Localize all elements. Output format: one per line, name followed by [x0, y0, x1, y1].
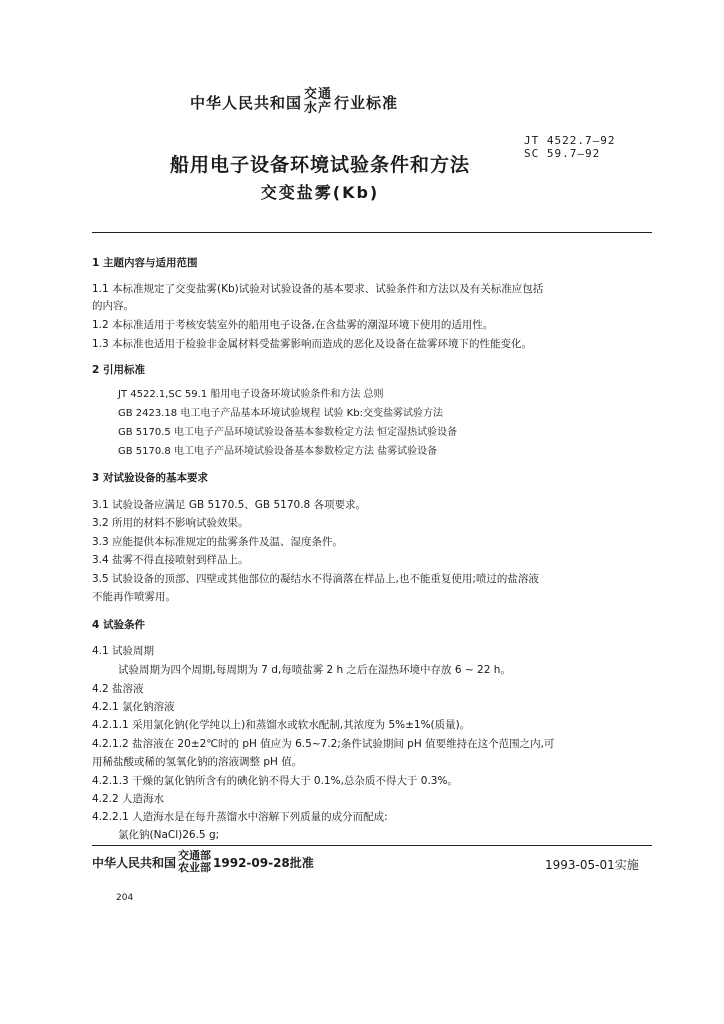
- issuer-stack-bottom: 水产: [304, 101, 333, 116]
- reference-item: GB 5170.5 电工电子产品环境试验设备基本参数检定方法 恒定湿热试验设备: [118, 427, 458, 438]
- document-subtitle: 交变盐雾(Kb): [260, 183, 380, 202]
- clause-3-4: 3.4 盐雾不得直接喷射到样品上。: [92, 554, 249, 566]
- clause-4-2-1-2-line2: 用稀盐酸或稀的氢氧化钠的溶液调整 pH 值。: [92, 756, 303, 768]
- footer-divider: [92, 845, 652, 846]
- footer-stack-top: 交通部: [178, 849, 212, 862]
- clause-4-2: 4.2 盐溶液: [92, 683, 144, 695]
- clause-4-2-1-3: 4.2.1.3 干燥的氯化钠所含有的碘化钠不得大于 0.1%,总杂质不得大于 0.3%。: [92, 775, 458, 787]
- footer-stack-bottom: 农业部: [178, 861, 212, 874]
- clause-3-1: 3.1 试验设备应满足 GB 5170.5、GB 5170.8 各项要求。: [92, 499, 367, 511]
- document-title: 船用电子设备环境试验条件和方法: [169, 154, 470, 176]
- standard-code-jt: JT 4522.7—92: [524, 134, 616, 147]
- clause-1-1-line2: 的内容。: [92, 300, 134, 312]
- issuer-stack-top: 交通: [304, 87, 333, 102]
- clause-4-1: 4.1 试验周期: [92, 645, 155, 657]
- ingredient-item: 氯化钠(NaCl)26.5 g;: [118, 829, 220, 841]
- reference-item: GB 5170.8 电工电子产品环境试验设备基本参数检定方法 盐雾试验设备: [118, 446, 438, 457]
- clause-4-2-2: 4.2.2 人造海水: [92, 793, 165, 805]
- clause-3-3: 3.3 应能提供本标准规定的盐雾条件及温、湿度条件。: [92, 536, 344, 548]
- standard-code-sc: SC 59.7—92: [524, 147, 601, 160]
- footer-approval: [92, 850, 314, 874]
- clause-4-2-1-1: 4.2.1.1 采用氯化钠(化学纯以上)和蒸馏水或软水配制,其浓度为 5%±1%(质量)。: [92, 719, 471, 731]
- issuer-prefix: 中华人民共和国: [190, 93, 303, 112]
- clause-3-2: 3.2 所用的材料不影响试验效果。: [92, 517, 249, 529]
- reference-item: GB 2423.18 电工电子产品基本环境试验规程 试验 Kb:交变盐雾试验方法: [118, 408, 443, 419]
- clause-1-1-line1: 1.1 本标准规定了交变盐雾(Kb)试验对试验设备的基本要求、试验条件和方法以及有关标准应包括: [92, 283, 544, 295]
- approval-date: 1992-09-28批准: [213, 855, 314, 870]
- clause-4-2-2-1: 4.2.2.1 人造海水是在每升蒸馏水中溶解下列质量的成分而配成:: [92, 811, 388, 823]
- clause-4-1-text: 试验周期为四个周期,每周期为 7 d,每喷盐雾 2 h 之后在湿热环境中存放 6 ~ 22 h。: [118, 664, 511, 676]
- page-number: 204: [116, 893, 134, 903]
- clause-1-2: 1.2 本标准适用于考核安装室外的船用电子设备,在含盐雾的潮湿环境下使用的适用性。: [92, 319, 494, 331]
- clause-3-5-line2: 不能再作喷雾用。: [92, 591, 176, 603]
- reference-item: JT 4522.1,SC 59.1 船用电子设备环境试验条件和方法 总则: [118, 389, 384, 400]
- clause-3-5-line1: 3.5 试验设备的顶部、四壁或其他部位的凝结水不得滴落在样品上,也不能重复使用;喷过的盐溶液: [92, 573, 539, 585]
- issuer-stack: [304, 88, 332, 116]
- standard-issuer-heading: [190, 88, 398, 116]
- footer-issuer-prefix: 中华人民共和国: [92, 855, 177, 870]
- clause-4-2-1-2-line1: 4.2.1.2 盐溶液在 20±2℃时的 pH 值应为 6.5~7.2;条件试验期间 pH 值要维持在这个范围之内,可: [92, 738, 555, 750]
- section-2-heading: 2 引用标准: [92, 364, 145, 376]
- section-3-heading: 3 对试验设备的基本要求: [92, 472, 208, 484]
- implementation-date: 1993-05-01实施: [545, 858, 639, 872]
- header-divider: [92, 232, 652, 233]
- issuer-suffix: 行业标准: [334, 93, 399, 112]
- section-4-heading: 4 试验条件: [92, 619, 145, 631]
- clause-4-2-1: 4.2.1 氯化钠溶液: [92, 701, 175, 713]
- footer-issuer-stack: [178, 850, 211, 874]
- clause-1-3: 1.3 本标准也适用于检验非金属材料受盐雾影响而造成的恶化及设备在盐雾环境下的性能变化。: [92, 338, 533, 350]
- section-1-heading: 1 主题内容与适用范围: [92, 257, 198, 269]
